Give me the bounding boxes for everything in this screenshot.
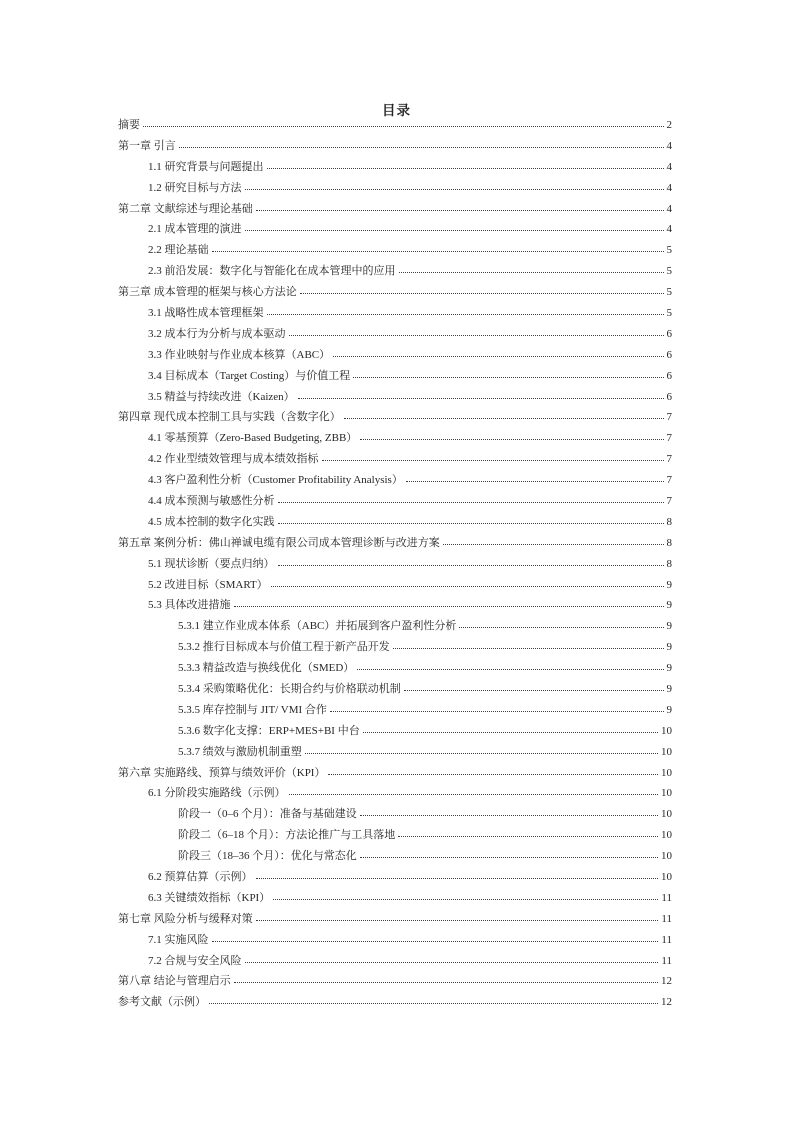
dot-leader: [278, 502, 664, 503]
toc-entry[interactable]: [118, 720, 672, 741]
toc-entry[interactable]: [118, 867, 672, 888]
toc-entry[interactable]: [118, 929, 672, 950]
toc-entry-label: 6.2 预算估算（示例）: [148, 871, 253, 883]
toc-entry-label: 第二章 文献综述与理论基础: [118, 202, 253, 215]
toc-entry-label: 第七章 风险分析与缓释对策: [118, 912, 253, 925]
dot-leader: [209, 1003, 658, 1004]
toc-entry-label: 第六章 实施路线、预算与绩效评价（KPI）: [118, 766, 326, 779]
toc-entry[interactable]: [118, 449, 672, 470]
toc-entry-label: 6.3 关键绩效指标（KPI）: [148, 891, 271, 904]
page-number: 6: [666, 390, 672, 403]
toc-entry-label: 6.1 分阶段实施路线（示例）: [148, 787, 286, 800]
toc-title: 目录: [382, 103, 411, 118]
page-number: 4: [666, 202, 672, 215]
dot-leader: [234, 982, 658, 983]
toc-entry-label: 参考文献（示例）: [118, 996, 206, 1009]
dot-leader: [278, 523, 664, 524]
toc-entry[interactable]: [118, 658, 672, 679]
toc-entry[interactable]: [118, 804, 672, 825]
toc-entry[interactable]: [118, 344, 672, 365]
page-number: 5: [666, 265, 672, 278]
toc-entry-label: 5.3.6 数字化支撑：ERP+MES+BI 中台: [178, 724, 360, 737]
dot-leader: [398, 836, 658, 837]
dot-leader: [143, 126, 664, 127]
page-number: 10: [661, 724, 672, 737]
toc-entry-label: 3.4 目标成本（Target Costing）与价值工程: [148, 369, 351, 382]
page-number: 11: [661, 891, 672, 904]
toc-entry[interactable]: [118, 595, 672, 616]
dot-leader: [267, 168, 664, 169]
toc-entry[interactable]: [118, 887, 672, 908]
page-number: 9: [666, 578, 672, 591]
toc-entry[interactable]: [118, 783, 672, 804]
dot-leader: [289, 794, 659, 795]
toc-entry[interactable]: [118, 950, 672, 971]
toc-entry[interactable]: [118, 240, 672, 261]
toc-entry-label: 阶段二（6–18 个月）：方法论推广与工具落地: [178, 829, 396, 842]
page-number: 10: [661, 829, 672, 842]
dot-leader: [245, 962, 659, 963]
dot-leader: [300, 293, 664, 294]
toc-entry[interactable]: [118, 679, 672, 700]
toc-entry[interactable]: [118, 532, 672, 553]
toc-entry-label: 5.1 现状诊断（要点归纳）: [148, 557, 275, 570]
toc-entry-label: 2.2 理论基础: [148, 244, 209, 257]
toc-entry[interactable]: [118, 428, 672, 449]
toc-entry[interactable]: [118, 908, 672, 929]
toc-entry[interactable]: [118, 219, 672, 240]
toc-entry[interactable]: [118, 741, 672, 762]
toc-entry-label: 7.2 合规与安全风险: [148, 954, 242, 967]
toc-entry-label: 第一章 引言: [118, 139, 176, 152]
dot-leader: [404, 690, 664, 691]
page-number: 7: [666, 453, 672, 466]
page-number: 10: [661, 766, 672, 779]
dot-leader: [333, 356, 663, 357]
dot-leader: [353, 377, 663, 378]
dot-leader: [271, 586, 664, 587]
page-number: 12: [661, 996, 672, 1009]
page-number: 11: [661, 954, 672, 967]
page-number: 6: [666, 327, 672, 340]
dot-leader: [278, 565, 664, 566]
dot-leader: [289, 335, 664, 336]
toc-entry[interactable]: [118, 282, 672, 303]
toc-entry[interactable]: [118, 637, 672, 658]
page-number: 4: [666, 223, 672, 236]
toc-entry[interactable]: [118, 323, 672, 344]
toc-entry[interactable]: [118, 825, 672, 846]
toc-entry-label: 阶段一（0–6 个月）：准备与基础建设: [178, 808, 357, 821]
dot-leader: [357, 669, 663, 670]
toc-entry-label: 5.3.5 库存控制与 JIT/ VMI 合作: [178, 703, 327, 716]
dot-leader: [179, 147, 664, 148]
toc-entry-label: 3.1 战略性成本管理框架: [148, 306, 264, 319]
page-number: 8: [666, 557, 672, 570]
dot-leader: [399, 272, 664, 273]
dot-leader: [267, 314, 664, 315]
page-number: 5: [666, 306, 672, 319]
toc-entry[interactable]: [118, 177, 672, 198]
toc-entry-label: 5.2 改进目标（SMART）: [148, 578, 268, 591]
dot-leader: [256, 920, 659, 921]
page-number: 4: [666, 160, 672, 173]
page-number: 6: [666, 348, 672, 361]
dot-leader: [363, 732, 658, 733]
page-number: 10: [661, 787, 672, 800]
dot-leader: [360, 857, 658, 858]
toc-entry-label: 5.3.2 推行目标成本与价值工程于新产品开发: [178, 641, 390, 654]
toc-entry[interactable]: [118, 846, 672, 867]
toc-entry[interactable]: [118, 198, 672, 219]
dot-leader: [328, 774, 658, 775]
page-number: 5: [666, 286, 672, 299]
dot-leader: [393, 648, 664, 649]
toc-list: [118, 115, 672, 1013]
page-number: 11: [661, 912, 672, 925]
toc-entry-label: 摘要: [118, 118, 140, 131]
toc-entry-label: 5.3.7 绩效与激励机制重塑: [178, 745, 302, 758]
toc-entry[interactable]: [118, 491, 672, 512]
dot-leader: [330, 711, 664, 712]
dot-leader: [273, 899, 658, 900]
toc-entry[interactable]: [118, 574, 672, 595]
page-number: 10: [661, 871, 672, 883]
toc-entry-label: 1.2 研究目标与方法: [148, 181, 242, 194]
dot-leader: [245, 189, 664, 190]
toc-entry-label: 5.3.3 精益改造与换线优化（SMED）: [178, 662, 355, 675]
dot-leader: [234, 606, 664, 607]
page-number: 7: [666, 432, 672, 445]
dot-leader: [344, 418, 664, 419]
toc-entry[interactable]: [118, 407, 672, 428]
dot-leader: [212, 941, 659, 942]
toc-entry[interactable]: [118, 261, 672, 282]
dot-leader: [298, 398, 664, 399]
toc-entry-label: 阶段三（18–36 个月）：优化与常态化: [178, 850, 357, 863]
page-number: 11: [661, 933, 672, 946]
page-number: 8: [666, 536, 672, 549]
dot-leader: [256, 878, 659, 879]
page-number: 9: [666, 662, 672, 675]
toc-entry-label: 1.1 研究背景与问题提出: [148, 160, 264, 173]
dot-leader: [212, 251, 664, 252]
dot-leader: [360, 815, 658, 816]
toc-entry[interactable]: [118, 386, 672, 407]
dot-leader: [443, 544, 664, 545]
dot-leader: [406, 481, 664, 482]
dot-leader: [322, 460, 664, 461]
page-number: 9: [666, 641, 672, 654]
toc-entry-label: 5.3.1 建立作业成本体系（ABC）并拓展到客户盈利性分析: [178, 620, 457, 633]
dot-leader: [305, 753, 658, 754]
toc-entry-label: 3.3 作业映射与作业成本核算（ABC）: [148, 348, 331, 361]
dot-leader: [459, 627, 663, 628]
toc-entry-label: 3.2 成本行为分析与成本驱动: [148, 327, 286, 340]
page-number: 6: [666, 369, 672, 382]
toc-entry[interactable]: [118, 156, 672, 177]
toc-entry[interactable]: [118, 470, 672, 491]
page-number: 7: [666, 494, 672, 507]
toc-entry-label: 4.2 作业型绩效管理与成本绩效指标: [148, 453, 319, 466]
toc-entry[interactable]: [118, 135, 672, 156]
toc-entry[interactable]: [118, 365, 672, 386]
toc-entry[interactable]: [118, 511, 672, 532]
toc-entry-label: 2.3 前沿发展：数字化与智能化在成本管理中的应用: [148, 265, 396, 278]
toc-entry-label: 4.4 成本预测与敏感性分析: [148, 494, 275, 507]
page-number: 10: [661, 808, 672, 821]
toc-entry[interactable]: [118, 616, 672, 637]
toc-entry-label: 4.1 零基预算（Zero-Based Budgeting, ZBB）: [148, 432, 358, 445]
page-number: 10: [661, 850, 672, 863]
toc-entry-label: 4.5 成本控制的数字化实践: [148, 515, 275, 528]
page-number: 7: [666, 411, 672, 424]
dot-leader: [360, 439, 663, 440]
toc-entry-label: 第四章 现代成本控制工具与实践（含数字化）: [118, 411, 341, 424]
page-number: 10: [661, 745, 672, 758]
page-number: 2: [666, 118, 672, 131]
page-number: 9: [666, 620, 672, 633]
toc-entry-label: 第三章 成本管理的框架与核心方法论: [118, 286, 297, 299]
toc-entry[interactable]: [118, 303, 672, 324]
toc-entry-label: 3.5 精益与持续改进（Kaizen）: [148, 390, 295, 403]
page-number: 5: [666, 244, 672, 257]
toc-entry-label: 5.3.4 采购策略优化：长期合约与价格联动机制: [178, 682, 401, 695]
page-number: 12: [661, 975, 672, 988]
toc-entry-label: 7.1 实施风险: [148, 933, 209, 946]
toc-entry[interactable]: [118, 553, 672, 574]
toc-entry-label: 2.1 成本管理的演进: [148, 223, 242, 236]
toc-entry[interactable]: [118, 762, 672, 783]
page-number: 9: [666, 682, 672, 695]
page-number: 4: [666, 181, 672, 194]
toc-entry-label: 第五章 案例分析：佛山禅诚电缆有限公司成本管理诊断与改进方案: [118, 536, 440, 549]
page-number: 4: [666, 139, 672, 152]
toc-entry[interactable]: [118, 992, 672, 1013]
page-number: 8: [666, 515, 672, 528]
toc-entry-label: 5.3 具体改进措施: [148, 599, 231, 612]
page-number: 9: [666, 599, 672, 612]
toc-entry[interactable]: [118, 971, 672, 992]
dot-leader: [256, 210, 664, 211]
page-number: 9: [666, 703, 672, 716]
dot-leader: [245, 230, 664, 231]
toc-entry[interactable]: [118, 115, 672, 136]
toc-entry[interactable]: [118, 699, 672, 720]
toc-entry-label: 4.3 客户盈利性分析（Customer Profitability Analysis）: [148, 474, 403, 487]
toc-entry-label: 第八章 结论与管理启示: [118, 975, 231, 988]
page-number: 7: [666, 474, 672, 487]
